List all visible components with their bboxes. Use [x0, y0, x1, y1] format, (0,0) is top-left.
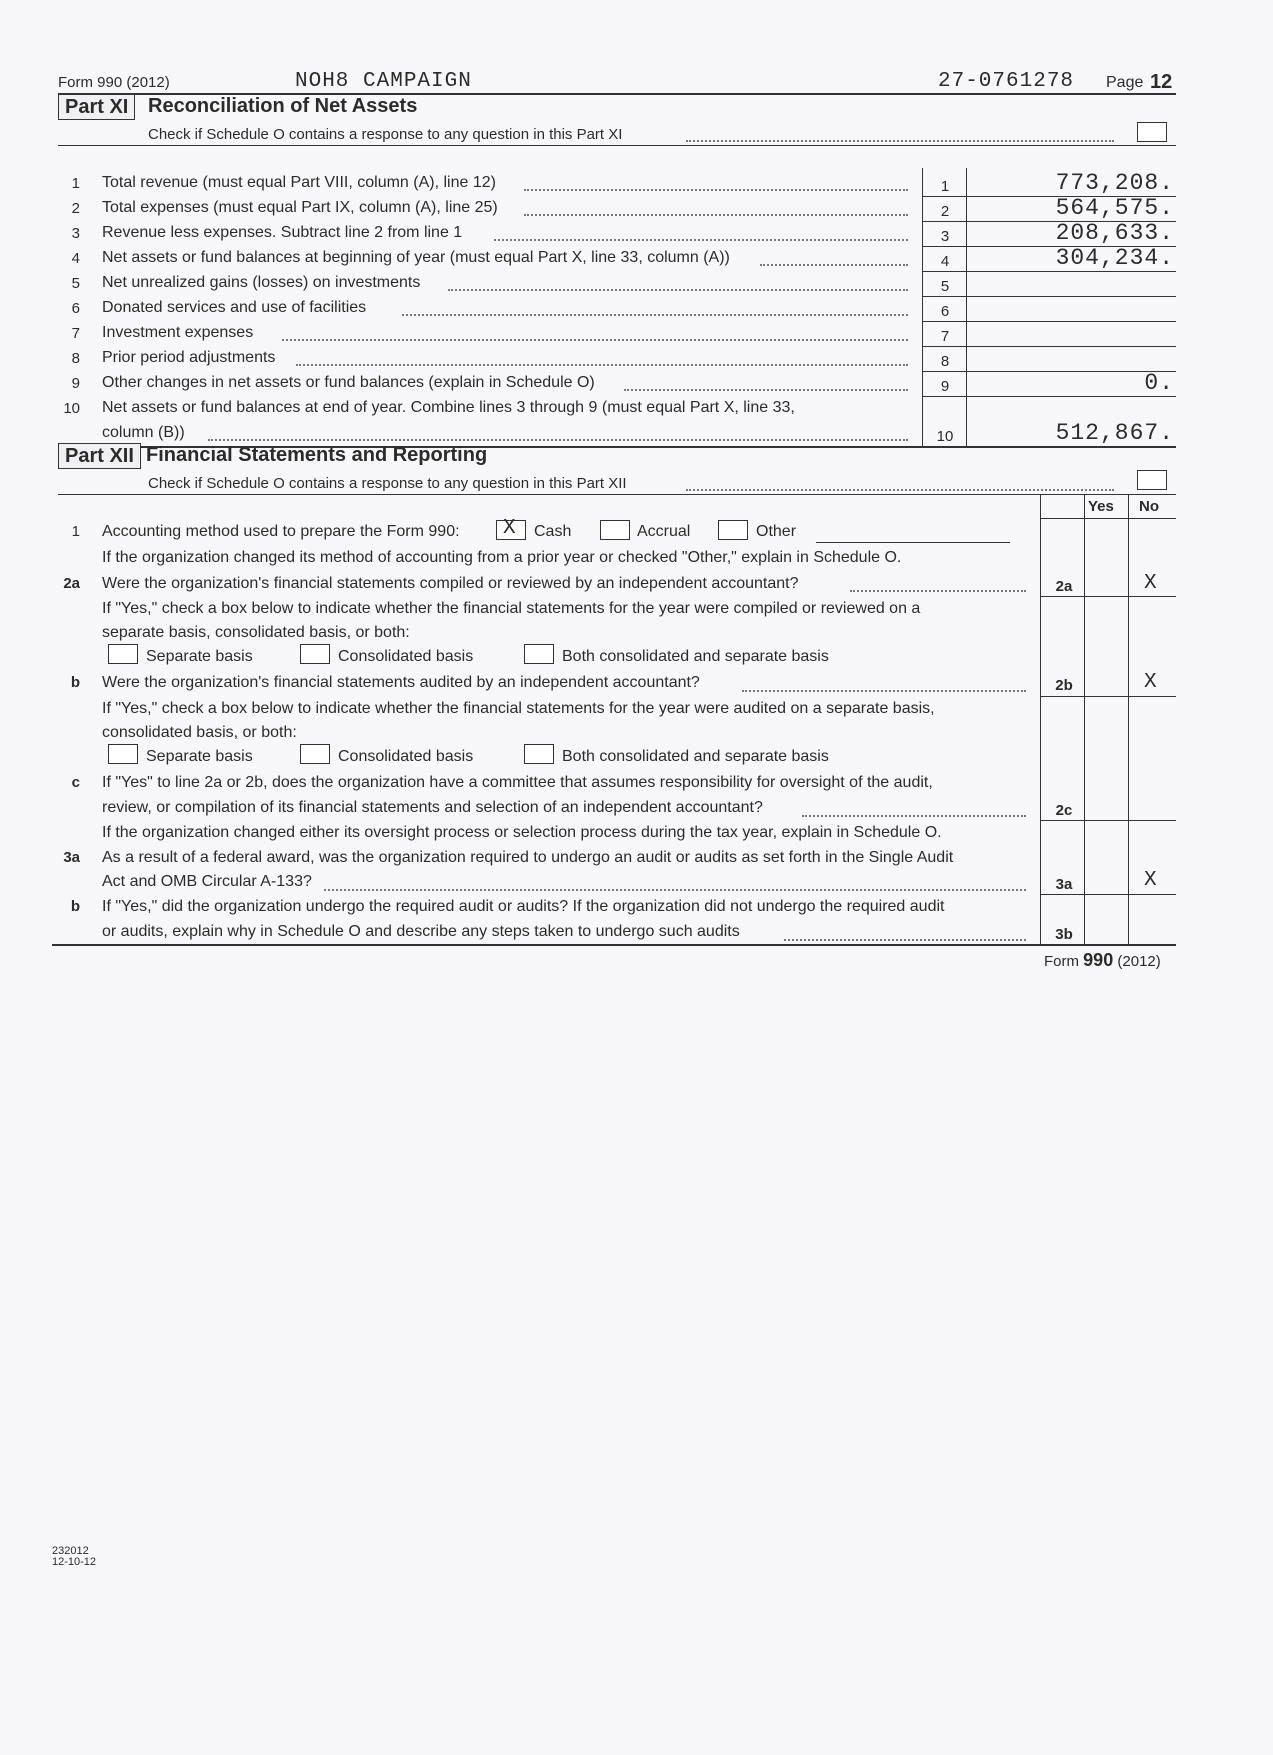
q3a-no-mark[interactable]: X	[1144, 869, 1157, 892]
page-label: Page	[1106, 74, 1144, 91]
part-xi-tag: Part XI	[58, 94, 135, 120]
form-label: Form 990 (2012)	[58, 74, 170, 91]
accrual-checkbox[interactable]	[600, 520, 630, 540]
part-xii-title: Financial Statements and Reporting	[146, 444, 488, 466]
cash-label: Cash	[534, 523, 572, 540]
q2a-no-mark[interactable]: X	[1144, 572, 1157, 595]
ein: 27-0761278	[938, 70, 1075, 93]
other-label: Other	[756, 523, 797, 540]
other-changes-amount: 0.	[1144, 370, 1174, 396]
part-xi-title: Reconciliation of Net Assets	[148, 95, 418, 117]
col-yes-header: Yes	[1088, 498, 1114, 515]
total-revenue-amount: 773,208.	[1055, 170, 1174, 196]
q2a-both-checkbox[interactable]	[524, 644, 554, 664]
part-xii-schedule-o-checkbox[interactable]	[1137, 470, 1167, 490]
accrual-label: Accrual	[637, 523, 691, 540]
part-xii-check-text: Check if Schedule O contains a response to any question in this Part XII	[148, 475, 627, 492]
q2b-both-checkbox[interactable]	[524, 744, 554, 764]
q2b-consolidated-checkbox[interactable]	[300, 744, 330, 764]
q2c-text: If "Yes" to line 2a or 2b, does the organization have a committee that assumes responsibility for oversight of the audit,	[102, 774, 933, 791]
col-no-header: No	[1139, 498, 1159, 515]
q1-note: If the organization changed its method of accounting from a prior year or checked "Other," explain in Schedule O.	[102, 549, 902, 566]
part-xii-tag: Part XII	[58, 443, 141, 469]
q2b-text: Were the organization's financial statements audited by an independent accountant?	[102, 674, 700, 691]
other-checkbox[interactable]	[718, 520, 748, 540]
net-assets-beginning-amount: 304,234.	[1055, 245, 1174, 271]
total-expenses-amount: 564,575.	[1055, 195, 1174, 221]
q1-text: Accounting method used to prepare the Form 990:	[102, 523, 460, 540]
q2a-consolidated-checkbox[interactable]	[300, 644, 330, 664]
footer-form-label: Form 990 (2012)	[1044, 950, 1161, 970]
form-code: 232012	[52, 1545, 89, 1557]
q2a-separate-checkbox[interactable]	[108, 644, 138, 664]
form-page: Form 990 (2012) NOH8 CAMPAIGN 27-0761278 Page 12 Part XI Reconciliation of Net Assets Check if Schedule O contains a response to any question in this Part XI 1 Total revenue (must equal Part VIII, column (A), line 12) 1 773,208. 2 Total expenses (must equal Part IX, column (A), line 25) 2 564,575. 3 Revenue less expenses. Subtract line 2 from line 1 3 208,633. 4 Net assets or fund balances at beginning of year (must equal Part X, line 33, column (A)) 4 304,234. 5 Net unrealized gains (losses) on investments 5 6 Donated services and use of facilities 6 7 Investment expenses 7 8 Prior period adjustments 8 9 Other changes in net assets or fund balances (explain in Schedule O) 9 0. 10 Net assets or fund balances at end of year. Combine lines 3 through 9 (must equal Part X, line 33, column (B)) 10 512,867. Part XII Financial Statements and Reporting Check if Schedule O contains a response to any question in this Part XII Yes No 1 Accounting method used to prepare the Form 990: X Cash Accrual Other If the organization changed its method of accounting from a prior year or checked "Other," explain in Schedule O. 2a Were the organization's financial statements compiled or reviewed by an independent accountant? 2a X If "Yes," check a box below to indicate whether the financial statements for the year were compiled or reviewed on a separate basis, consolidated basis, or both: Separate basis Consolidated basis Both consolidated and separate basis b Were the organization's financial statements audited by an independent accountant? 2b X If "Yes," check a box below to indicate whether the financial statements for the year were audited on a separate basis, consolidated basis, or both: Separate basis Consolidated basis Both consolidated and separate basis c If "Yes" to line 2a or 2b, does the organization have a committee that assumes responsibility for oversight of the audit, review, or compilation of its financial statements and selection of an independent accountant? 2c If the organization changed either its oversight process or selection process during the tax year, explain in Schedule O. 3a As a result of a federal award, was the organization required to undergo an audit or audits as set forth in the Single Audit Act and OMB Circular A-133? 3a X b If "Yes," did the organization undergo the required audit or audits? If the organization did not undergo the required audit or audits, explain why in Schedule O and describe any steps taken to undergo such audits 3b Form 990 (2012) 232012 12-10-12	[0, 0, 1273, 1755]
form-code-date: 12-10-12	[52, 1556, 97, 1568]
q3a-text: As a result of a federal award, was the organization required to undergo an audit or audits as set forth in the Single Audit	[102, 849, 954, 866]
q3b-text: If "Yes," did the organization undergo the required audit or audits? If the organization did not undergo the required audit	[102, 898, 945, 915]
part-xi-check-text: Check if Schedule O contains a response to any question in this Part XI	[148, 126, 623, 143]
revenue-less-expenses-amount: 208,633.	[1055, 220, 1174, 246]
q2b-no-mark[interactable]: X	[1144, 671, 1157, 694]
other-explain-line[interactable]	[816, 542, 1010, 543]
q2a-text: Were the organization's financial statements compiled or reviewed by an independent accountant?	[102, 575, 799, 592]
net-assets-end-amount: 512,867.	[1055, 420, 1174, 446]
org-name: NOH8 CAMPAIGN	[295, 70, 472, 93]
part-xi-schedule-o-checkbox[interactable]	[1137, 122, 1167, 142]
page-number: 12	[1150, 71, 1173, 93]
q2b-separate-checkbox[interactable]	[108, 744, 138, 764]
cash-checkbox[interactable]: X	[496, 520, 526, 540]
